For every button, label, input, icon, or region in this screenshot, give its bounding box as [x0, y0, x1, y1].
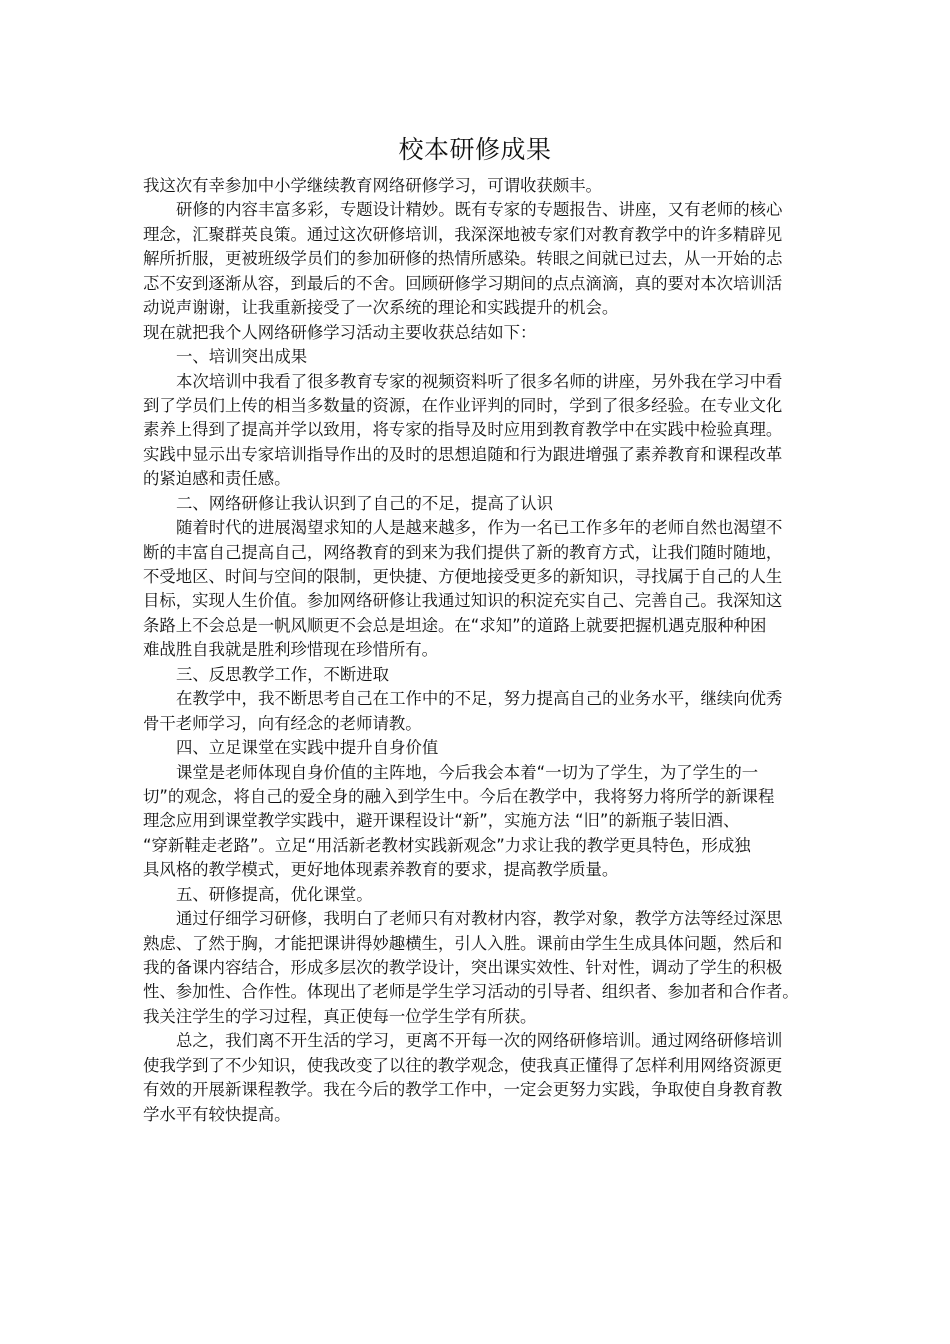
body-line: 二、网络研修让我认识到了自己的不足，提高了认识: [176, 493, 553, 513]
body-line: 到了学员们上传的相当多数量的资源，在作业评判的同时，学到了很多经验。在专业文化: [143, 395, 783, 415]
body-line: 目标，实现人生价值。参加网络研修让我通过知识的积淀充实自己、完善自己。我深知这: [143, 591, 783, 611]
body-line: 性、参加性、合作性。体现出了老师是学生学习活动的引导者、组织者、参加者和合作者。: [143, 982, 799, 1002]
body-line: 动说声谢谢，让我重新接受了一次系统的理论和实践提升的机会。: [143, 298, 619, 318]
body-line: 不受地区、时间与空间的限制，更快捷、方便地接受更多的新知识，寻找属于自己的人生: [143, 567, 783, 586]
document-body: [143, 174, 808, 1127]
body-line: 具风格的教学模式，更好地体现素养教育的要求，提高教学质量。: [143, 860, 619, 880]
body-line: 一、培训突出成果: [176, 347, 308, 367]
body-line: 四、立足课堂在实践中提升自身价值: [176, 738, 439, 758]
body-line: 忑不安到逐渐从容，到最后的不舍。回顾研修学习期间的点点滴滴，真的要对本次培训活: [143, 273, 783, 293]
body-line: 的紧迫感和责任感。: [143, 469, 291, 489]
body-line: 素养上得到了提高并学以致用，将专家的指导及时应用到教育教学中在实践中检验真理。: [143, 420, 783, 440]
body-line: “穿新鞋走老路”。立足“用活新老教材实践新观念”力求让我的教学更具特色，形成独: [143, 835, 751, 855]
body-line: 研修的内容丰富多彩，专题设计精妙。既有专家的专题报告、讲座，又有老师的核心: [176, 200, 783, 220]
body-line: 总之，我们离不开生活的学习，更离不开每一次的网络研修培训。通过网络研修培训: [176, 1031, 783, 1051]
body-line: 使我学到了不少知识，使我改变了以往的教学观念，使我真正懂得了怎样利用网络资源更: [143, 1055, 783, 1075]
body-line: 随着时代的进展渴望求知的人是越来越多，作为一名已工作多年的老师自然也渴望不: [176, 518, 783, 538]
body-line: 我关注学生的学习过程，真正使每一位学生学有所获。: [143, 1006, 537, 1026]
body-line: 难战胜自我就是胜利珍惜现在珍惜所有。: [143, 640, 439, 660]
body-line: 有效的开展新课程教学。我在今后的教学工作中，一定会更努力实践，争取使自身教育教: [143, 1080, 783, 1100]
body-line: 我的备课内容结合，形成多层次的教学设计，突出课实效性、针对性，调动了学生的积极: [143, 958, 783, 977]
body-line: 三、反思教学工作，不断进取: [176, 664, 390, 684]
body-line: 五、研修提高，优化课堂。: [176, 884, 373, 904]
body-line: 实践中显示出专家培训指导作出的及时的思想追随和行为跟进增强了素养教育和课程改革: [143, 444, 783, 464]
body-line: 熟虑、了然于胸，才能把课讲得妙趣横生，引人入胜。课前由学生生成具体问题，然后和: [143, 933, 783, 953]
body-line: 现在就把我个人网络研修学习活动主要收获总结如下：: [143, 322, 537, 342]
body-line: 理念，汇聚群英良策。通过这次研修培训，我深深地被专家们对教育教学中的许多精辟见: [143, 224, 783, 244]
body-line: 课堂是老师体现自身价值的主阵地，今后我会本着“一切为了学生，为了学生的一: [176, 762, 759, 782]
body-line: 理念应用到课堂教学实践中，避开课程设计“新”，实施方法 “旧”的新瓶子装旧酒、: [143, 811, 740, 831]
document-title: 校本研修成果: [398, 135, 552, 164]
body-line: 骨干老师学习，向有经念的老师请教。: [143, 713, 422, 733]
body-line: 断的丰富自己提高自己，网络教育的到来为我们提供了新的教育方式，让我们随时随地，: [143, 542, 783, 562]
body-line: 解所折服，更被班级学员们的参加研修的热情所感染。转眼之间就已过去，从一开始的忐: [143, 249, 783, 269]
body-line: 条路上不会总是一帆风顺更不会总是坦途。在“求知”的道路上就要把握机遇克服种种困: [143, 615, 767, 635]
body-line: 通过仔细学习研修，我明白了老师只有对教材内容，教学对象，教学方法等经过深思: [176, 909, 783, 929]
body-line: 本次培训中我看了很多教育专家的视频资料听了很多名师的讲座，另外我在学习中看: [176, 371, 783, 391]
body-line: 在教学中，我不断思考自己在工作中的不足，努力提高自己的业务水平，继续向优秀: [176, 689, 783, 709]
body-line: 学水平有较快提高。: [143, 1104, 291, 1124]
body-line: 切”的观念，将自己的爱全身的融入到学生中。今后在教学中，我将努力将所学的新课程: [143, 786, 775, 806]
body-line: 我这次有幸参加中小学继续教育网络研修学习，可谓收获颇丰。: [143, 176, 602, 195]
